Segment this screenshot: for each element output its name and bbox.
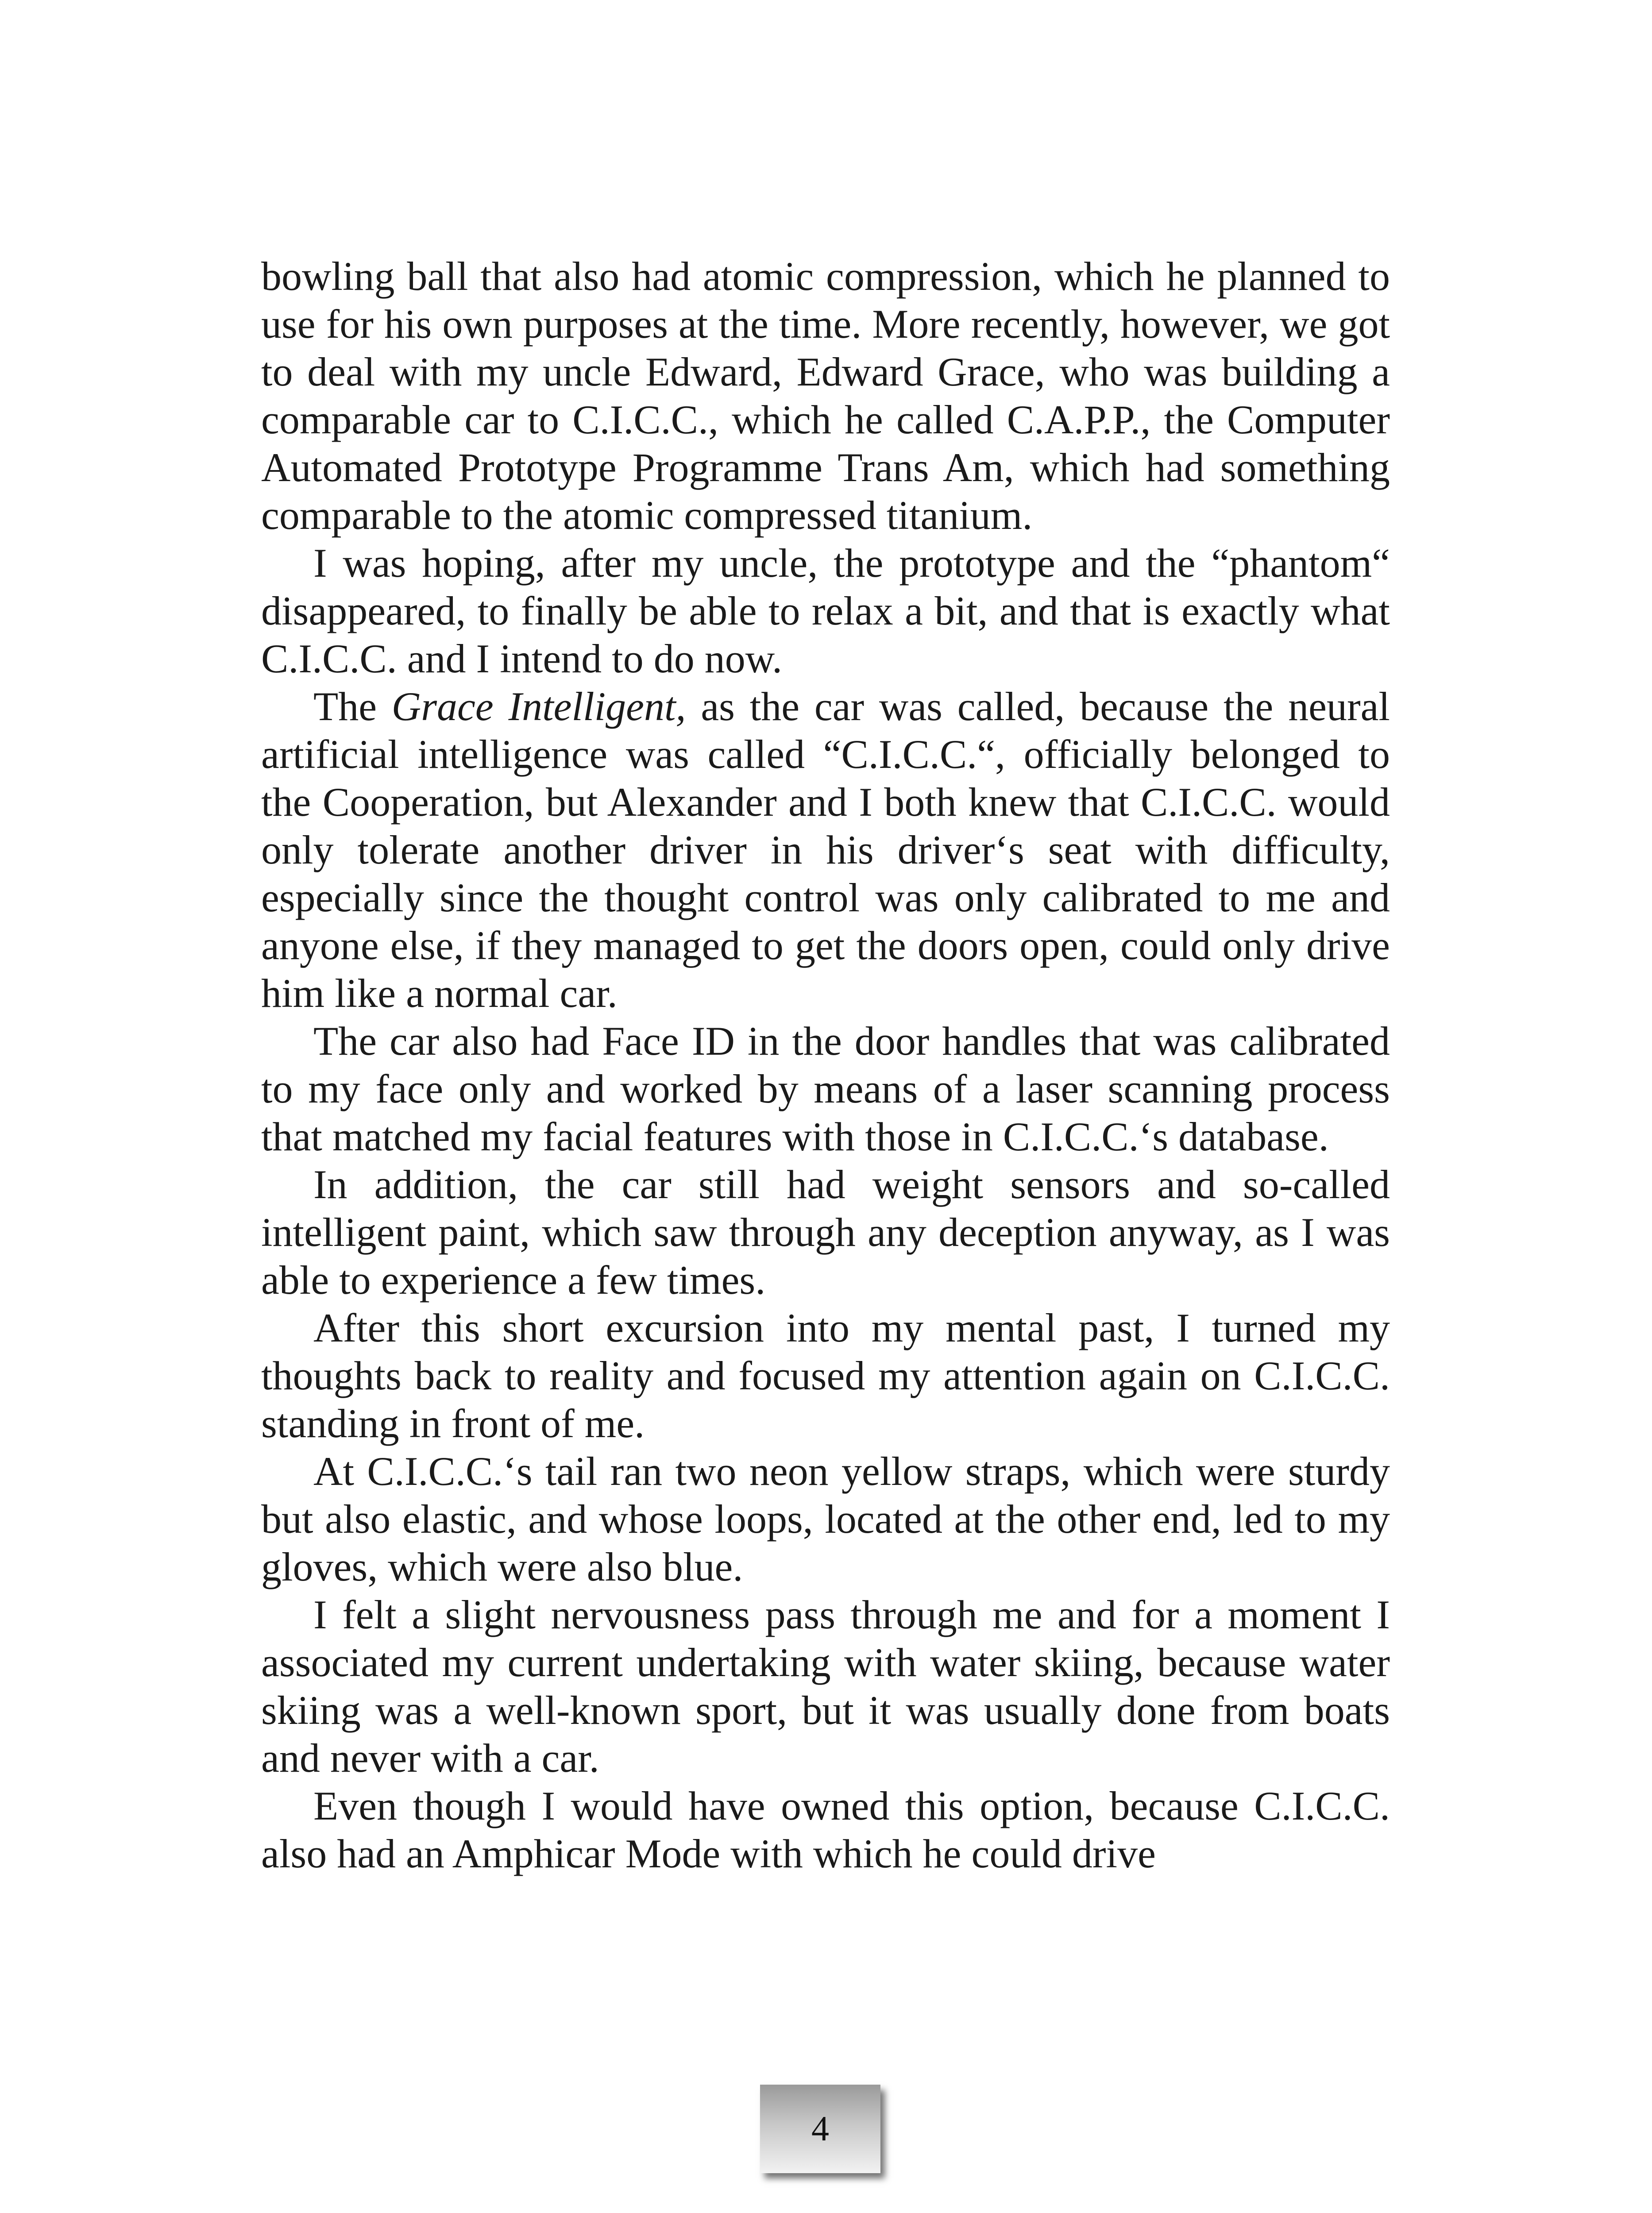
paragraph-1: bowling ball that also had atomic compression, which he planned to use for his own purposes at the time. More recently, however, we got to deal with my uncle Edward, Edward Grace, who was building a comparable car to C.I.C.C., which he called C.A.P.P., the Computer Automated Prototype Programme Trans Am, which had something comparable to the atomic compressed titanium. xyxy=(261,254,1390,538)
paragraph-2: I was hoping, after my uncle, the prototype and the “phantom“ disappeared, to finally be able to relax a bit, and that is exactly what C.I.C.C. and I intend to do now. xyxy=(261,540,1390,681)
paragraph-5: In addition, the car still had weight sensors and so-called intelligent paint, which saw through any deception anyway, as I was able to experience a few times. xyxy=(261,1162,1390,1303)
page-number-box xyxy=(760,2085,880,2173)
body-text xyxy=(261,252,1390,1878)
car-name-italic: Grace Intelligent, xyxy=(391,684,686,729)
paragraph-7: At C.I.C.C.‘s tail ran two neon yellow straps, which were sturdy but also elastic, and whose loops, located at the other end, led to my gloves, which were also blue. xyxy=(261,1449,1390,1589)
paragraph-3-lead: The xyxy=(313,684,392,729)
paragraph-6: After this short excursion into my mental past, I turned my thoughts back to reality and focused my attention again on C.I.C.C. standing in front of me. xyxy=(261,1305,1390,1446)
paragraph-3 xyxy=(261,682,1390,1017)
paragraph-3-rest: as the car was called, because the neural artificial intelligence was called “C.I.C.C.“, officially belonged to the Cooperation, but Alexander and I both knew that C.I.C.C. would only tolerate another driver in his driver‘s seat with difficulty, especially since the thought control was only calibrated to me and anyone else, if they managed to get the doors open, could only drive him like a normal car. xyxy=(261,684,1390,1016)
page-number: 4 xyxy=(811,2109,829,2148)
paragraph-8: I felt a slight nervousness pass through me and for a moment I associated my current undertaking with water skiing, because water skiing was a well-known sport, but it was usually done from boats and never with a car. xyxy=(261,1592,1390,1781)
paragraph-9: Even though I would have owned this option, because C.I.C.C. also had an Amphicar Mode with which he could drive xyxy=(261,1783,1390,1876)
paragraph-4: The car also had Face ID in the door handles that was calibrated to my face only and worked by means of a laser scanning process that matched my facial features with those in C.I.C.C.‘s database. xyxy=(261,1018,1390,1159)
